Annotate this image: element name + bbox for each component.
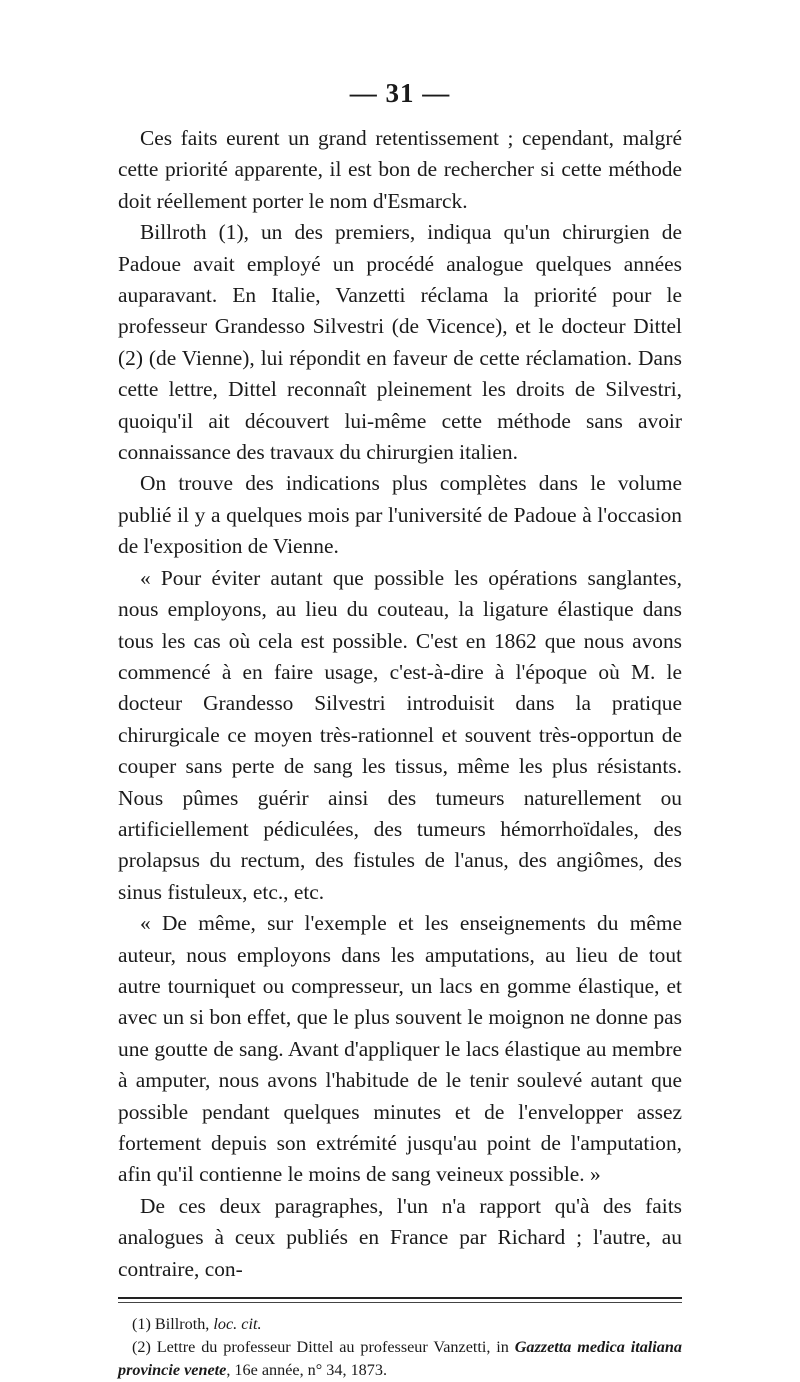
paragraph: Ces faits eurent un grand retentissement ; cependant, malgré cette priorité apparente, il est bon de rechercher si cette méthode doit réellement porter le nom d'Esmarck. <box>118 126 682 213</box>
body-text <box>118 123 682 1285</box>
quoted-paragraph: « Pour éviter autant que possible les opérations sanglantes, nous employons, au lieu du couteau, la ligature élastique dans tous les cas où cela est possible. C'est en 1862 que nous avons commencé à en faire usage, c'est-à-dire à l'époque où M. le docteur Grandesso Silvestri introduisit dans la pratique chirurgicale ce moyen très-rationnel et souvent très-opportun de couper sans perte de sang les tissus, même les plus résistants. Nous pûmes guérir ainsi des tumeurs naturellement ou artificiellement pédiculées, des tumeurs hémorrhoïdales, des prolapsus du rectum, des fistules de l'anus, des angiômes, des sinus fistuleux, etc., etc. <box>118 565 682 904</box>
footnote-divider-thin <box>118 1302 682 1303</box>
footnotes <box>118 1313 682 1382</box>
footnote-1 <box>118 1313 682 1336</box>
footnote-rest: , 16e année, n° 34, 1873. <box>226 1361 387 1380</box>
footnote-divider <box>118 1297 682 1299</box>
paragraph: Billroth (1), un des premiers, indiqua qu'un chirurgien de Padoue avait employé un procédé analogue quelques années auparavant. En Italie, Vanzetti réclama la priorité pour le professeur Grandesso Silvestri (de Vicence), et le docteur Dittel (2) (de Vienne), lui répondit en faveur de cette réclamation. Dans cette lettre, Dittel reconnaît pleinement les droits de Silvestri, quoiqu'il ait découvert lui-même cette méthode sans avoir connaissance des travaux du chirurgien italien. <box>118 220 682 465</box>
paragraph: De ces deux paragraphes, l'un n'a rapport qu'à des faits analogues à ceux publiés en France par Richard ; l'autre, au contraire, con- <box>118 1193 682 1281</box>
paragraph: On trouve des indications plus complètes dans le volume publié il y a quelques mois par l'université de Padoue à l'occasion de l'exposition de Vienne. <box>118 471 682 559</box>
footnote-text: (2) Lettre du professeur Dittel au professeur Vanzetti, in <box>132 1338 515 1357</box>
page-number: — 31 — <box>349 78 451 108</box>
footnote-2 <box>118 1336 682 1382</box>
footnote-ref: loc. cit. <box>213 1315 262 1334</box>
quoted-paragraph: « De même, sur l'exemple et les enseignements du même auteur, nous employons dans les amputations, au lieu de tout autre tourniquet ou compresseur, un lacs en gomme élastique, et avec un si bon effet, que le plus souvent le moignon ne donne pas une goutte de sang. Avant d'appliquer le lacs élastique au membre à amputer, nous avons l'habitude de le tenir soulevé autant que possible pendant quelques minutes et de l'envelopper assez fortement depuis son extrémité jusqu'au point de l'amputation, afin qu'il contienne le moins de sang veineux possible. » <box>118 911 682 1187</box>
footnote-text: (1) Billroth, <box>132 1315 214 1334</box>
footnote-source: Gazzetta medica italiana provincie venete <box>118 1338 682 1380</box>
